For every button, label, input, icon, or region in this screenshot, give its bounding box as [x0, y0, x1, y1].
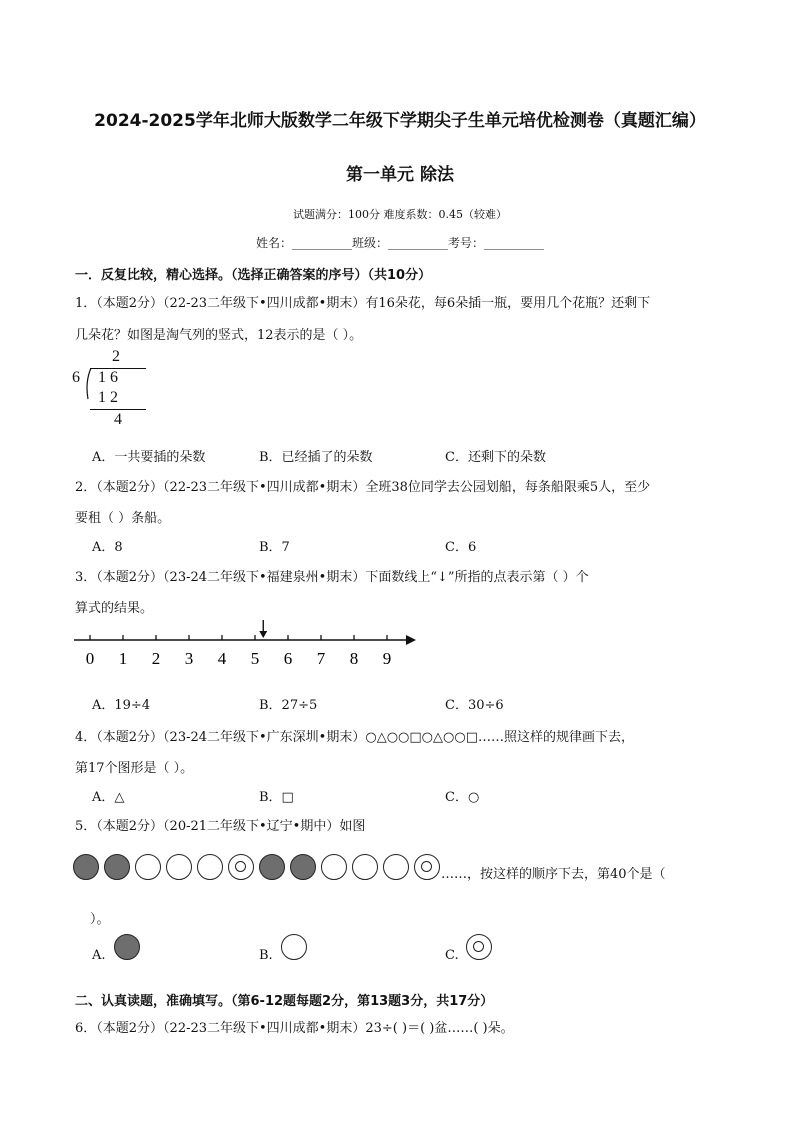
- question-1-option-c[interactable]: C．还剩下的朵数: [445, 450, 546, 465]
- question-5-continuation: ……，按这样的顺序下去，第40个是（: [441, 867, 666, 882]
- number-line-label: 8: [349, 649, 359, 668]
- pattern-white-circle-icon: [197, 854, 223, 880]
- division-divisor: 6: [72, 369, 80, 386]
- number-line-label: 1: [118, 649, 128, 668]
- question-4-line1: 4．（本题2分）（23-24二年级下•广东深圳•期末）○△○○□○△○○□……照这样的规律画下去，: [75, 730, 634, 745]
- question-4-option-b[interactable]: B．□: [259, 790, 294, 805]
- document-title: 2024-2025学年北师大版数学二年级下学期尖子生单元培优检测卷（真题汇编）: [94, 111, 706, 131]
- question-4-option-c[interactable]: C．○: [445, 790, 480, 805]
- question-2-option-b[interactable]: B．7: [259, 540, 290, 555]
- question-1-line1: 1．（本题2分）（22-23二年级下•四川成都•期末）有16朵花，每6朵插一瓶，要用几个花瓶？还剩下: [75, 296, 651, 311]
- unit-title: 第一单元 除法: [346, 165, 454, 185]
- question-4-line2: 第17个图形是（ ）。: [75, 761, 194, 776]
- question-3-option-a[interactable]: A．19÷4: [92, 698, 151, 713]
- question-2-line2: 要租（ ）条船。: [75, 511, 171, 526]
- question-5-option-b[interactable]: B.: [259, 948, 273, 963]
- question-1-option-b[interactable]: B．已经插了的朵数: [259, 450, 373, 465]
- division-quotient: 2: [112, 348, 120, 365]
- question-3-option-c[interactable]: C．30÷6: [445, 698, 504, 713]
- number-line-label: 9: [382, 649, 392, 668]
- pattern-gray-circle-icon: [104, 854, 130, 880]
- number-line-label: 0: [85, 649, 95, 668]
- number-line: [70, 618, 420, 674]
- option-c-ring-circle-icon[interactable]: [466, 934, 492, 960]
- question-5-option-a[interactable]: A.: [92, 948, 106, 963]
- option-a-gray-circle-icon[interactable]: [114, 934, 140, 960]
- question-3-line2: 算式的结果。: [75, 601, 154, 616]
- circle-pattern-row: [73, 854, 453, 882]
- pattern-gray-circle-icon: [290, 854, 316, 880]
- question-5-option-c[interactable]: C.: [445, 948, 459, 963]
- division-product: 1 2: [98, 389, 118, 406]
- number-line-label: 6: [283, 649, 293, 668]
- division-dividend: 1 6: [98, 369, 118, 386]
- pattern-white-circle-icon: [135, 854, 161, 880]
- question-1-option-a[interactable]: A．一共要插的朵数: [92, 450, 206, 465]
- option-b-white-circle-icon[interactable]: [281, 934, 307, 960]
- question-5-line1: 5．（本题2分）（20-21二年级下•辽宁•期中）如图: [75, 819, 366, 834]
- number-line-label: 5: [250, 649, 260, 668]
- pattern-ring-circle-icon: [414, 854, 440, 880]
- pattern-white-circle-icon: [321, 854, 347, 880]
- question-3-line1: 3．（本题2分）（23-24二年级下•福建泉州•期末）下面数线上“↓”所指的点表示第（ ）个: [75, 570, 589, 585]
- pattern-gray-circle-icon: [259, 854, 285, 880]
- number-line-label: 2: [151, 649, 161, 668]
- pattern-gray-circle-icon: [73, 854, 99, 880]
- question-1-line2: 几朵花？如图是淘气列的竖式，12表示的是（ ）。: [75, 328, 363, 343]
- question-6-line1: 6．（本题2分）（22-23二年级下•四川成都•期末）23÷( )＝( )盆……( )朵。: [75, 1021, 514, 1036]
- pattern-ring-circle-icon: [228, 854, 254, 880]
- pattern-white-circle-icon: [166, 854, 192, 880]
- division-bracket-icon: [84, 368, 96, 400]
- division-remainder: 4: [114, 411, 122, 428]
- pattern-white-circle-icon: [352, 854, 378, 880]
- section-two-title: 二、认真读题，准确填写。（第6-12题每题2分，第13题3分，共17分）: [75, 994, 494, 1009]
- section-one-title: 一．反复比较，精心选择。（选择正确答案的序号）（共10分）: [75, 268, 432, 283]
- long-division-diagram: [70, 348, 160, 432]
- number-line-arrowhead-icon: [406, 635, 416, 645]
- number-line-label: 7: [316, 649, 326, 668]
- arrow-down-head-icon: [259, 631, 267, 638]
- question-2-option-c[interactable]: C．6: [445, 540, 477, 555]
- number-line-label: 4: [217, 649, 227, 668]
- question-5-line3: ）。: [90, 912, 110, 927]
- exam-meta: 试题满分：100分 难度系数：0.45（较难）: [293, 208, 507, 221]
- student-info-line: 姓名：__________班级：__________考号：__________: [255, 236, 544, 250]
- question-3-option-b[interactable]: B．27÷5: [259, 698, 318, 713]
- number-line-label: 3: [184, 649, 194, 668]
- question-2-line1: 2．（本题2分）（22-23二年级下•四川成都•期末）全班38位同学去公园划船，每条船限乘5人，至少: [75, 480, 651, 495]
- pattern-white-circle-icon: [383, 854, 409, 880]
- question-2-option-a[interactable]: A．8: [92, 540, 123, 555]
- question-4-option-a[interactable]: A．△: [92, 790, 125, 805]
